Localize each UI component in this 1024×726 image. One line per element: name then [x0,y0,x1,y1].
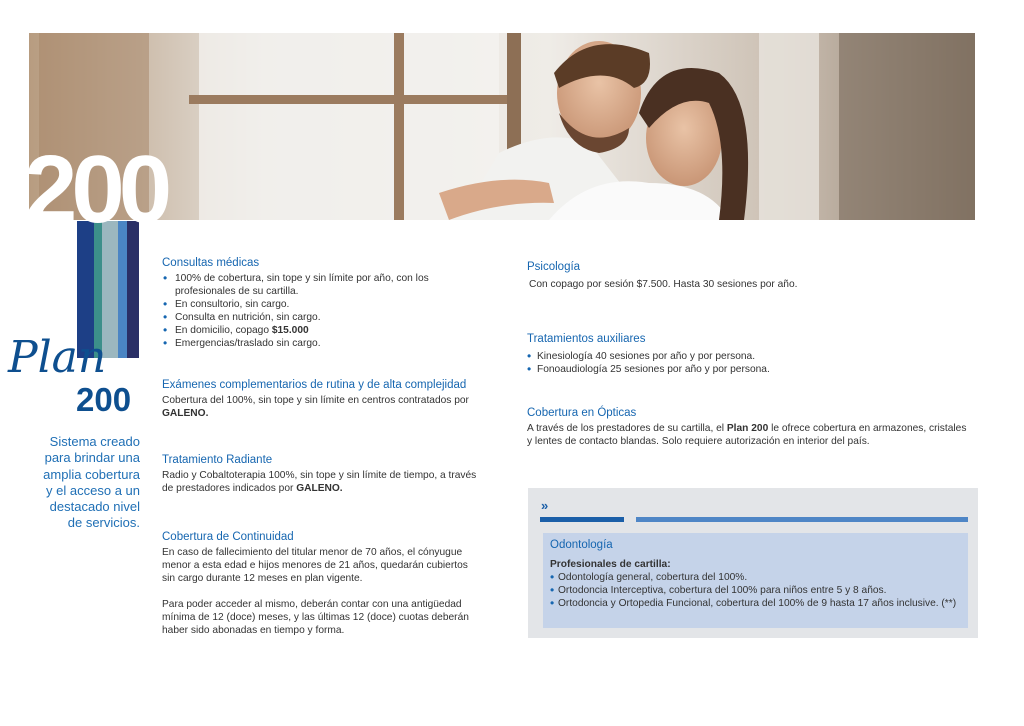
section-opticas [527,407,977,448]
list-item: • Ortodoncia y Ortopedia Funcional, cobertura del 100% de 9 hasta 17 años inclusive. (**) [550,597,961,610]
list-item [162,324,482,337]
section-title: Tratamientos auxiliares [527,333,646,345]
list-item: • Kinesiología 40 sesiones por año y por persona. [527,350,977,363]
body-text: le ofrece cobertura en armazones, cristales y lentes de contacto blandas. Solo requiere autorización en interior del país. [527,423,967,447]
section-title: Psicología [527,261,581,273]
body-text: Cobertura del 100%, sin tope y sin límite en centros contratados por [162,395,469,406]
section-title: Cobertura en Ópticas [527,407,637,419]
section-examenes [162,379,482,420]
list-item: • En consultorio, sin cargo. [162,298,482,311]
odontologia-subtitle: Profesionales de cartilla: [550,559,671,570]
hero-illustration [29,33,975,220]
section-body: Con copago por sesión $7.500. Hasta 30 sesiones por año. [529,279,798,290]
section-title: Odontología [550,539,613,551]
plan-name: Plan 200 [726,423,769,434]
copago-amount: $15.000 [271,325,309,336]
list-item-text: En domicilio, copago [175,325,272,336]
consultas-list [162,272,482,350]
section-title: Cobertura de Continuidad [162,531,294,543]
section-title: Consultas médicas [162,257,260,269]
odontologia-list [550,571,961,610]
list-item: • 100% de cobertura, sin tope y sin límite por año, con los profesionales de su cartilla. [162,272,447,298]
list-item: • Ortodoncia Interceptiva, cobertura del 100% para niños entre 5 y 8 años. [550,584,961,597]
double-chevron-icon: » [541,498,549,513]
section-auxiliares [527,333,977,376]
list-item: • Fonoaudiología 25 sesiones por año y por persona. [527,363,977,376]
section-radiante [162,454,482,495]
odontologia-panel [528,488,978,638]
body-text: Radio y Cobaltoterapia 100%, sin tope y sin límite de tiempo, a través de prestadores indicados por [162,470,477,494]
plan-number-logo: 200 [76,381,132,418]
auxiliares-list [527,350,977,376]
list-item: • Emergencias/traslado sin cargo. [162,337,482,350]
hero-plan-number: 200 [24,136,167,243]
section-title: Exámenes complementarios de rutina y de alta complejidad [162,379,467,391]
brand-name: GALENO. [162,408,209,419]
list-item: • Consulta en nutrición, sin cargo. [162,311,482,324]
hero-photo [29,33,975,220]
section-body [162,469,477,495]
brand-name: GALENO. [296,483,343,494]
section-title: Tratamiento Radiante [162,454,273,466]
section-consultas [162,257,482,350]
section-body [162,394,472,420]
list-item: • Odontología general, cobertura del 100%. [550,571,961,584]
panel-bar-dark [540,517,624,522]
section-body [527,422,972,448]
panel-bar-light [636,517,968,522]
section-continuidad [162,531,482,637]
plan-script-logo: Plan [8,332,107,383]
odontologia-box [543,533,968,628]
body-text: A través de los prestadores de su cartilla, el [527,423,727,434]
plan-tagline: Sistema creado para brindar una amplia cobertura y el acceso a un destacado nivel de servicios. [43,434,140,531]
section-psicologia [527,261,977,291]
section-body: En caso de fallecimiento del titular menor de 70 años, el cónyugue menor a esta edad e hijos menores de 21 años, quedarán cubiertos sin cargo durante 12 meses en plan vigente. [162,547,468,584]
section-body: Para poder acceder al mismo, deberán contar con una antigüedad mínima de 12 (doce) meses, y las últimas 12 (doce) cuotas deberán haber sido abonadas en tiempo y forma. [162,599,469,636]
